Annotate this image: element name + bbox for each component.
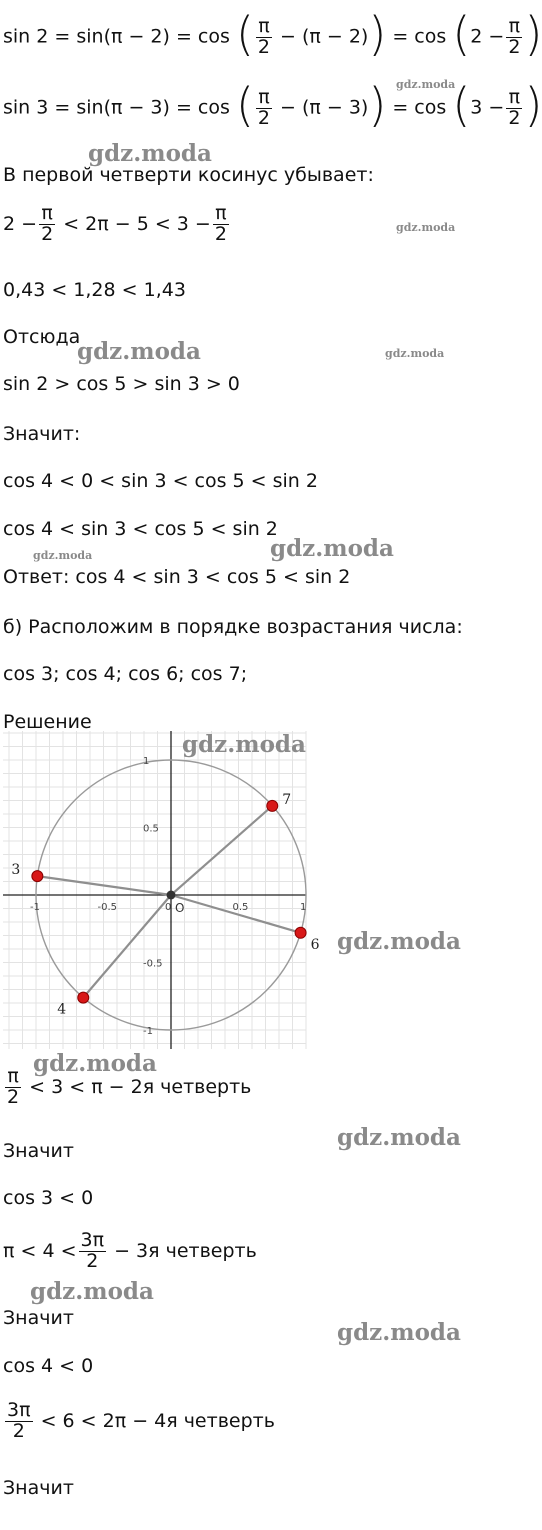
watermark: gdz.moda <box>337 1319 461 1346</box>
point-label-4: 4 <box>57 1001 67 1018</box>
watermark: gdz.moda <box>396 221 456 234</box>
y-tick-label: 1 <box>143 756 150 767</box>
y-tick-label: -0.5 <box>143 958 163 970</box>
formula-sin3: sin 3 = sin(π − 3) = cos ( $\frac{\pi}{2}$ − (π − 3)) = cos (3 − $\frac{\pi}{2}$ ) <box>3 78 542 132</box>
point-3 <box>32 871 43 882</box>
watermark: gdz.moda <box>33 549 93 562</box>
point-4 <box>78 992 89 1003</box>
inequality-sin-cos: sin 2 > cos 5 > sin 3 > 0 <box>3 373 240 395</box>
watermark: gdz.moda <box>337 928 461 955</box>
radius-line <box>171 895 301 933</box>
formula-sin2: sin 2 = sin(π − 2) = cos ( $\frac{\pi}{2}$ − (π − 2)) = cos (2 − $\frac{\pi}{2}$ ) <box>3 7 542 61</box>
text-hence: Отсюда <box>3 326 81 348</box>
text-therefore: Значит: <box>3 423 81 445</box>
watermark: gdz.moda <box>77 338 201 365</box>
quarter-4-inequality: $\frac{3\pi}{2}$ < 6 < 2π − 4я четверть <box>7 1399 275 1442</box>
unit-circle-chart <box>3 731 320 1049</box>
text-therefore-4: Значит <box>3 1477 74 1499</box>
text-cosine-decreasing: В первой четверти косинус убывает: <box>3 164 374 186</box>
point-7 <box>267 800 278 811</box>
origin-point <box>167 891 176 900</box>
origin-label: O <box>175 901 185 915</box>
point-label-7: 7 <box>282 791 292 808</box>
part-b-heading: б) Расположим в порядке возрастания числа: <box>3 616 463 638</box>
point-6 <box>295 927 306 938</box>
x-tick-label: 0.5 <box>232 902 249 913</box>
x-tick-label: -1 <box>30 902 40 913</box>
y-tick-label: 0.5 <box>143 823 159 835</box>
y-tick-label: -1 <box>143 1026 153 1037</box>
numeric-inequality: 0,43 < 1,28 < 1,43 <box>3 279 186 301</box>
point-label-3: 3 <box>11 862 21 879</box>
inequality-chain-short: cos 4 < sin 3 < cos 5 < sin 2 <box>3 518 278 540</box>
x-tick-label: 1 <box>300 902 307 913</box>
answer-line: Ответ: cos 4 < sin 3 < cos 5 < sin 2 <box>3 566 351 588</box>
cos4-negative: cos 4 < 0 <box>3 1355 94 1377</box>
watermark: gdz.moda <box>30 1278 154 1305</box>
point-label-6: 6 <box>310 936 320 953</box>
watermark: gdz.moda <box>33 1050 157 1077</box>
watermark: gdz.moda <box>88 140 212 167</box>
numbers-list: cos 3; cos 4; cos 6; cos 7; <box>3 663 248 685</box>
watermark: gdz.moda <box>396 78 456 91</box>
x-tick-label: -0.5 <box>97 902 118 913</box>
watermark: gdz.moda <box>182 731 306 758</box>
text-solution: Решение <box>3 711 92 733</box>
watermark: gdz.moda <box>337 1124 461 1151</box>
inequality-chain: cos 4 < 0 < sin 3 < cos 5 < sin 2 <box>3 470 318 492</box>
watermark: gdz.moda <box>385 347 445 360</box>
inequality-bounds: 2 − $\frac{\pi}{2}$ < 2π − 5 < 3 − $\frac{\pi}{2}$ <box>3 202 227 245</box>
quarter-3-inequality: π < 4 < $\frac{3\pi}{2}$ − 3я четверть <box>3 1229 257 1272</box>
x-tick-label: 0 <box>165 902 172 913</box>
watermark: gdz.moda <box>270 535 394 562</box>
text-therefore-2: Значит <box>3 1140 74 1162</box>
radius-line <box>37 876 171 895</box>
cos3-negative: cos 3 < 0 <box>3 1187 94 1209</box>
text-therefore-3: Значит <box>3 1307 74 1329</box>
quarter-2-inequality: $\frac{\pi}{2}$ < 3 < π − 2я четверть <box>7 1065 252 1108</box>
